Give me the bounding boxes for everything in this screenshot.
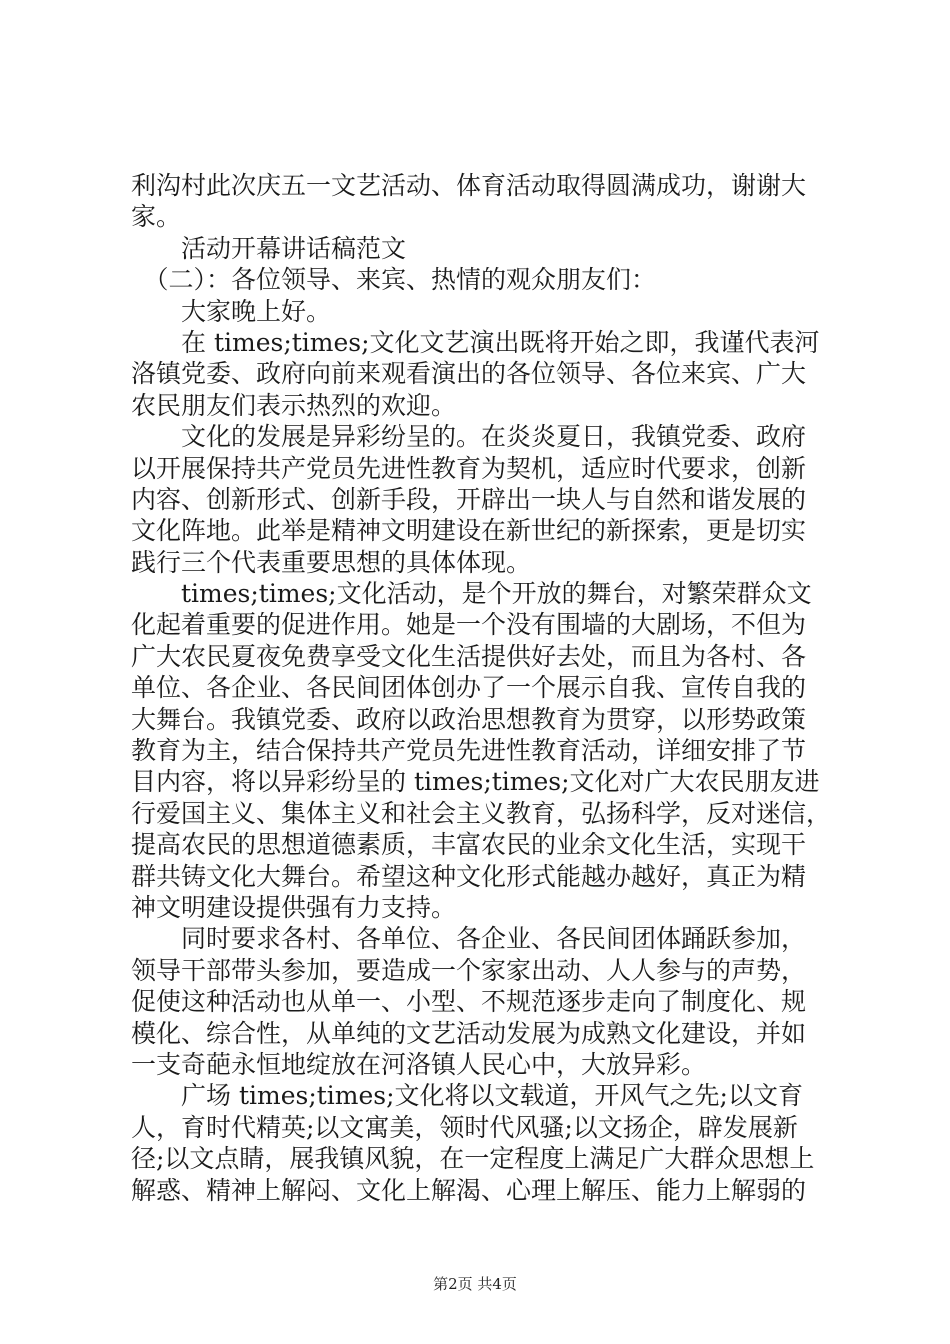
text-line: 一支奇葩永恒地绽放在河洛镇人民心中，大放异彩。 xyxy=(131,1049,707,1079)
text-line: 同时要求各村、各单位、各企业、各民间团体踊跃参加， xyxy=(131,924,807,954)
text-line: 利沟村此次庆五一文艺活动、体育活动取得圆满成功，谢谢大 xyxy=(131,171,807,200)
text-line: 在 times;times;文化文艺演出既将开始之即，我谨代表河 xyxy=(131,327,820,357)
text-line: 人，育时代精英;以文寓美，领时代风骚;以文扬企，辟发展新 xyxy=(131,1112,798,1142)
text-line: 广场 times;times;文化将以文载道，开风气之先;以文育 xyxy=(131,1081,803,1111)
text-line: 行爱国主义、集体主义和社会主义教育，弘扬科学，反对迷信， xyxy=(131,798,832,828)
text-line: 文化的发展是异彩纷呈的。在炎炎夏日，我镇党委、政府 xyxy=(131,422,807,452)
text-line: 解惑、精神上解闷、文化上解渴、心理上解压、能力上解弱的 xyxy=(131,1175,807,1205)
text-line: 文化阵地。此举是精神文明建设在新世纪的新探索，更是切实 xyxy=(131,516,807,546)
page-footer xyxy=(0,1273,950,1294)
document-body xyxy=(131,170,831,1206)
page-number-label: 第2页 共4页 xyxy=(433,1275,517,1293)
text-line: 践行三个代表重要思想的具体体现。 xyxy=(131,547,532,577)
text-line: 模化、综合性，从单纯的文艺活动发展为成熟文化建设，并如 xyxy=(131,1018,807,1048)
text-line: 领导干部带头参加，要造成一个家家出动、人人参与的声势， xyxy=(131,955,807,985)
text-line: 神文明建设提供强有力支持。 xyxy=(131,892,457,922)
text-line: （二）：各位领导、来宾、热情的观众朋友们： xyxy=(131,265,657,295)
text-line: 农民朋友们表示热烈的欢迎。 xyxy=(131,390,457,420)
text-line: 洛镇党委、政府向前来观看演出的各位领导、各位来宾、广大 xyxy=(131,359,807,389)
text-line: 大家晚上好。 xyxy=(131,296,332,326)
text-line: 家。 xyxy=(131,202,182,232)
text-line: 促使这种活动也从单一、小型、不规范逐步走向了制度化、规 xyxy=(131,987,807,1017)
text-line: 广大农民夏夜免费享受文化生活提供好去处，而且为各村、各 xyxy=(131,641,807,671)
text-line: 大舞台。我镇党委、政府以政治思想教育为贯穿，以形势政策 xyxy=(131,704,807,734)
text-line: 目内容，将以异彩纷呈的 times;times;文化对广大农民朋友进 xyxy=(131,767,820,797)
text-line: 化起着重要的促进作用。她是一个没有围墙的大剧场，不但为 xyxy=(131,610,807,640)
text-line: 群共铸文化大舞台。希望这种文化形式能越办越好，真正为精 xyxy=(131,861,807,891)
section-heading: 活动开幕讲话稿范文 xyxy=(131,233,407,263)
text-line: times;times;文化活动，是个开放的舞台，对繁荣群众文 xyxy=(131,579,812,609)
text-line: 提高农民的思想道德素质，丰富农民的业余文化生活，实现干 xyxy=(131,830,807,860)
text-line: 径;以文点睛，展我镇风貌，在一定程度上满足广大群众思想上 xyxy=(131,1144,815,1174)
text-line: 内容、创新形式、创新手段，开辟出一块人与自然和谐发展的 xyxy=(131,484,807,514)
text-line: 教育为主，结合保持共产党员先进性教育活动，详细安排了节 xyxy=(131,736,807,766)
text-line: 单位、各企业、各民间团体创办了一个展示自我、宣传自我的 xyxy=(131,673,807,703)
text-line: 以开展保持共产党员先进性教育为契机，适应时代要求，创新 xyxy=(131,453,807,483)
